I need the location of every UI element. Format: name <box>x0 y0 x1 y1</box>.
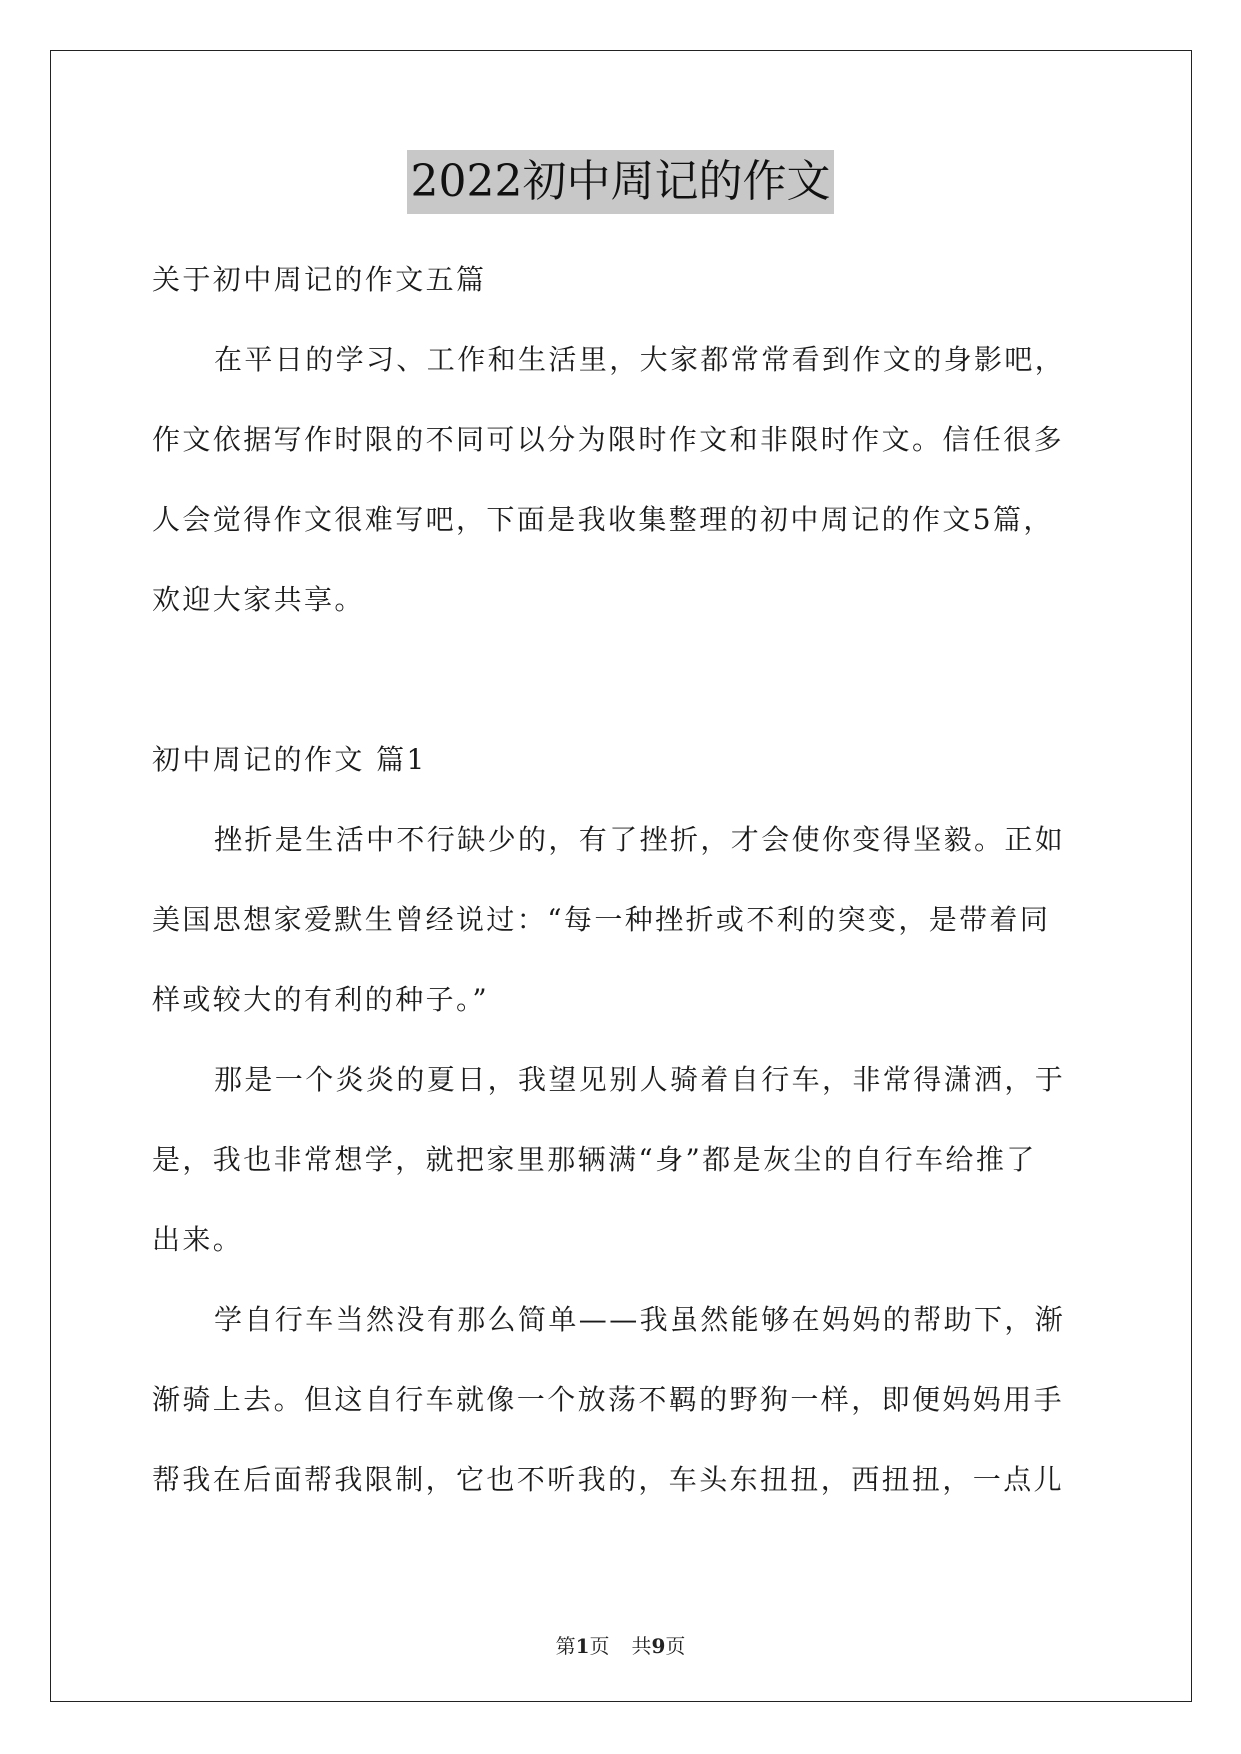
page-footer <box>0 1630 1241 1659</box>
total-prefix: 共 <box>631 1634 652 1658</box>
document-body <box>152 240 1092 1520</box>
text-line: 样或较大的有利的种子。” <box>152 983 490 1016</box>
text-line: 帮我在后面帮我限制，它也不听我的，车头东扭扭，西扭扭，一点儿 <box>152 1463 1065 1496</box>
text-line: 作文依据写作时限的不同可以分为限时作文和非限时作文。信任很多 <box>152 423 1065 456</box>
page-number: 1 <box>575 1634 590 1658</box>
text-line: 在平日的学习、工作和生活里，大家都常常看到作文的身影吧， <box>214 343 1066 376</box>
text-line: 欢迎大家共享。 <box>152 583 365 616</box>
page-prefix: 第 <box>555 1634 576 1658</box>
total-pages: 9 <box>651 1634 666 1658</box>
title-wrap <box>0 150 1241 214</box>
page-suffix: 页 <box>589 1634 610 1658</box>
text-line: 初中周记的作文 篇1 <box>152 743 427 776</box>
text-line: 那是一个炎炎的夏日，我望见别人骑着自行车，非常得潇洒，于 <box>214 1063 1066 1096</box>
text-line: 学自行车当然没有那么简单——我虽然能够在妈妈的帮助下，渐 <box>214 1303 1066 1336</box>
document-title: 2022初中周记的作文 <box>407 150 835 214</box>
text-line: 人会觉得作文很难写吧，下面是我收集整理的初中周记的作文5篇， <box>152 503 1054 536</box>
text-line: 挫折是生活中不行缺少的，有了挫折，才会使你变得坚毅。正如 <box>214 823 1066 856</box>
total-suffix: 页 <box>665 1634 686 1658</box>
blank-line <box>152 640 1092 720</box>
text-line: 是，我也非常想学，就把家里那辆满“身”都是灰尘的自行车给推了 <box>152 1143 1037 1176</box>
text-line: 美国思想家爱默生曾经说过：“每一种挫折或不利的突变，是带着同 <box>152 903 1051 936</box>
text-line: 出来。 <box>152 1223 244 1256</box>
text-line: 渐骑上去。但这自行车就像一个放荡不羁的野狗一样，即便妈妈用手 <box>152 1383 1065 1416</box>
text-line: 关于初中周记的作文五篇 <box>152 263 487 296</box>
